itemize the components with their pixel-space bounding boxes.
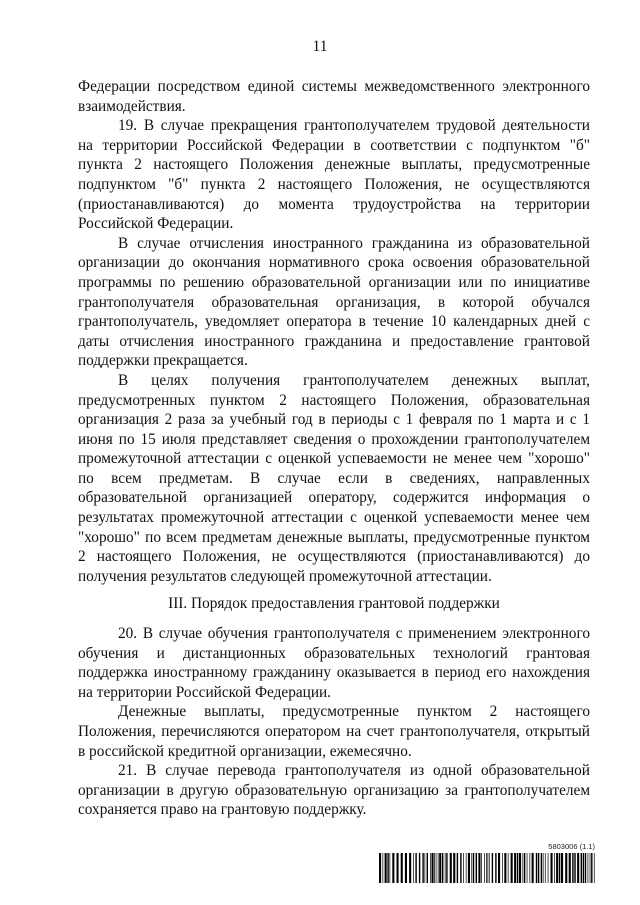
barcode-bar (492, 853, 493, 883)
barcode-bar (446, 853, 447, 883)
barcode-bar (504, 853, 506, 883)
paragraph-19: 19. В случае прекращения грантополучателем трудовой деятельности на территории Российской Федерации в соответствии с подпунктом "б" пункта 2 настоящего Положения денежные выплаты, предусмотренные подпунктом "б" пункта 2 настоящего Положения, не осуществляются (приостанавливаются) до момента трудоустройства на территории Российской Федерации. (78, 117, 590, 233)
barcode-bar (527, 853, 528, 883)
barcode-bar (409, 853, 411, 883)
barcode-bar (471, 853, 472, 883)
barcode-bar (466, 853, 467, 883)
barcode-bar (536, 853, 537, 883)
barcode-bar (434, 853, 435, 883)
barcode-bar (577, 853, 579, 883)
barcode-image (379, 853, 595, 883)
paragraph-attestation: В целях получения грантополучателем денежных выплат, предусмотренных пунктом 2 настоящего Положения, образовательная организация 2 раза за учебный год в периоды с 1 февраля по 1 марта и с 1 июня по 15 июля представляет сведения о прохождении грантополучателем промежуточной аттестации с оценкой успеваемости не менее чем "хорошо" по всем предметам. В случае если в сведениях, направленных образовательной организацией оператору, содержится информация о результатах промежуточной аттестации с оценкой успеваемости менее чем "хорошо" по всем предметам денежные выплаты, предусмотренные пунктом 2 настоящего Положения, не осуществляются (приостанавливаются) до получения результатов следующей промежуточной аттестации. (78, 371, 590, 585)
barcode-bar (392, 853, 394, 883)
barcode-bar (508, 853, 509, 883)
barcode-number: 5803006 (1.1) (548, 842, 595, 851)
barcode-bar (385, 853, 387, 883)
barcode-bar (473, 853, 474, 883)
barcode-bar (551, 853, 553, 883)
barcode-bar (422, 853, 423, 883)
barcode-bar (538, 853, 539, 883)
barcode-bar (561, 853, 563, 883)
barcode-bar (445, 853, 446, 883)
barcode-bar (436, 853, 437, 883)
barcode-bar (425, 853, 426, 883)
barcode-bar (450, 853, 452, 883)
barcode-bar (590, 853, 591, 883)
barcode-bar (554, 853, 555, 883)
barcode-bar (476, 853, 477, 883)
barcode-bar (484, 853, 485, 883)
barcode-bar (405, 853, 407, 883)
barcode-bar (523, 853, 524, 883)
barcode-bar (517, 853, 518, 883)
barcode-bar (481, 853, 482, 883)
barcode-bar (415, 853, 416, 883)
barcode-bar (439, 853, 441, 883)
barcode-bar (383, 853, 384, 883)
barcode-bar (565, 853, 567, 883)
paragraph-expulsion: В случае отчисления иностранного гражданина из образовательной организации до окончания нормативного срока освоения образовательной программы по решению образовательной организации или по инициативе грантополучателя образовательная организация, в которой обучался грантополучатель, уведомляет оператора в течение 10 календарных дней с даты отчисления иностранного гражданина и предоставление грантовой поддержки прекращается. (78, 234, 590, 370)
barcode-bar (572, 853, 573, 883)
barcode-bar (548, 853, 549, 883)
barcode-bar (559, 853, 560, 883)
paragraph-21: 21. В случае перевода грантополучателя из одной образовательной организации в другую образовательную организацию за грантополучателем сохраняется право на грантовую поддержку. (78, 762, 590, 819)
barcode-bar (419, 853, 420, 883)
barcode-bar (390, 853, 391, 883)
barcode-bar (488, 853, 489, 883)
barcode-bar (524, 853, 525, 883)
barcode-bar (457, 853, 458, 883)
paragraph-payments: Денежные выплаты, предусмотренные пунктом 2 настоящего Положения, перечисляются оператором на счет грантополучателя, открытый в российской кредитной организации, ежемесячно. (78, 703, 590, 760)
barcode-bar (541, 853, 542, 883)
barcode-bar (387, 853, 388, 883)
barcode-bar (453, 853, 455, 883)
barcode-bar (574, 853, 575, 883)
barcode-bar (397, 853, 399, 883)
barcode-bar (413, 853, 414, 883)
barcode-bar (460, 853, 461, 883)
section-heading: III. Порядок предоставления грантовой поддержки (168, 595, 500, 613)
barcode-bar (591, 853, 592, 883)
paragraph-20: 20. В случае обучения грантополучателя с применением электронного обучения и дистанционных образовательных технологий грантовая поддержка иностранному гражданину оказывается в период его нахождения на территории Российской Федерации. (78, 625, 590, 701)
barcode-bar (581, 853, 582, 883)
document-body (78, 77, 590, 820)
barcode-bar (442, 853, 443, 883)
barcode-bar (478, 853, 480, 883)
barcode-bar (583, 853, 584, 883)
barcode-bar (502, 853, 503, 883)
barcode-bar (530, 853, 531, 883)
barcode-bar (594, 853, 595, 883)
barcode-bar (588, 853, 589, 883)
barcode-bar (427, 853, 428, 883)
barcode-bar (486, 853, 487, 883)
barcode-bar (432, 853, 434, 883)
barcode-block (379, 842, 595, 883)
page-number: 11 (312, 38, 328, 55)
barcode-bar (569, 853, 571, 883)
paragraph-continuation: Федерации посредством единой системы межведомственного электронного взаимодействия. (78, 78, 590, 115)
barcode-bar (543, 853, 544, 883)
barcode-bar (532, 853, 534, 883)
barcode-bar (511, 853, 513, 883)
barcode-bar (556, 853, 558, 883)
barcode-bar (585, 853, 586, 883)
barcode-bar (498, 853, 500, 883)
barcode-bar (489, 853, 490, 883)
barcode-bar (545, 853, 546, 883)
barcode-bar (430, 853, 431, 883)
barcode-bar (495, 853, 496, 883)
barcode-bar (519, 853, 521, 883)
barcode-bar (379, 853, 381, 883)
barcode-bar (401, 853, 403, 883)
barcode-bar (514, 853, 516, 883)
barcode-bar (463, 853, 464, 883)
barcode-bar (438, 853, 439, 883)
barcode-bar (468, 853, 470, 883)
